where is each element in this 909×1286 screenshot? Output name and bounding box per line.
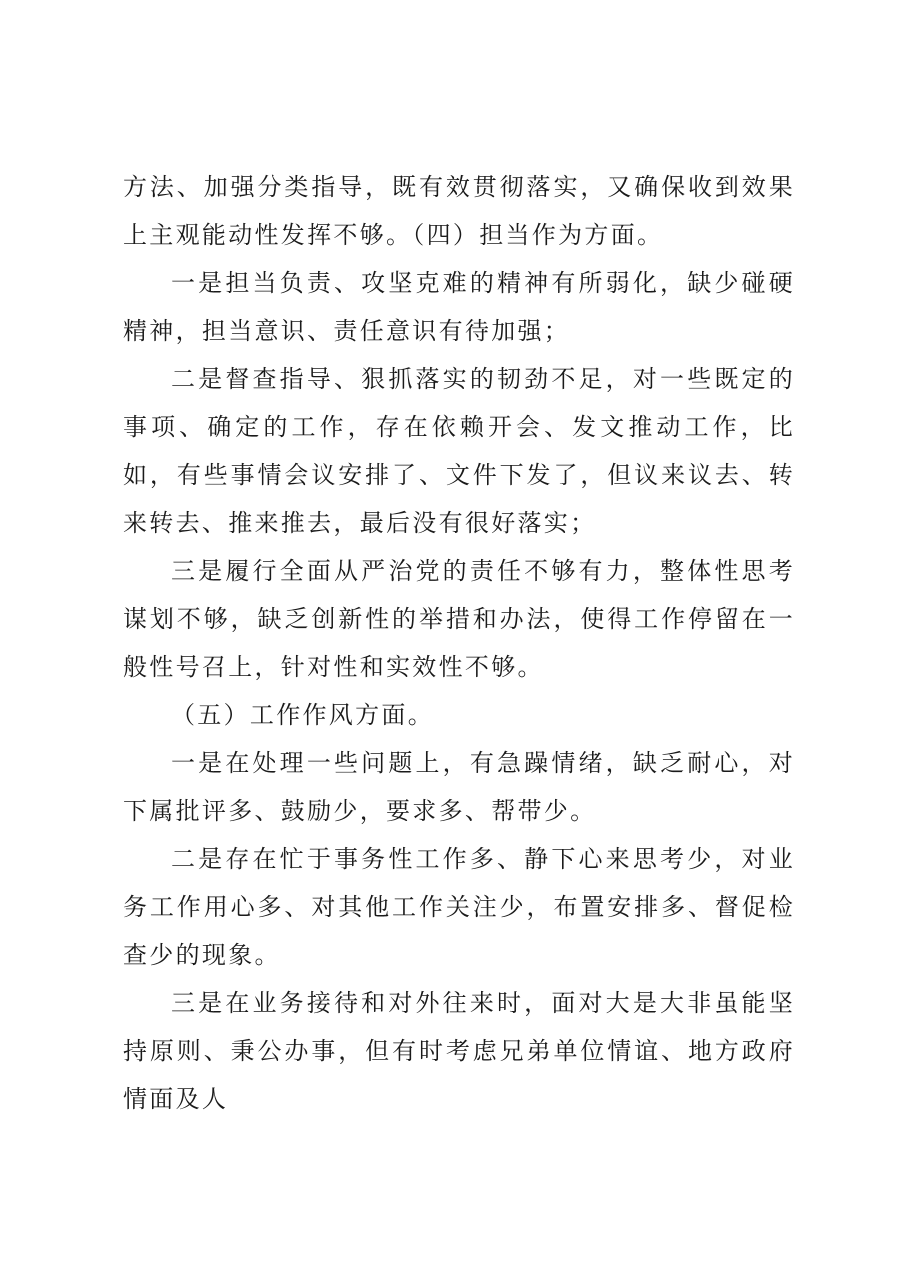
- paragraph-8: 三是在业务接待和对外往来时，面对大是大非虽能坚持原则、秉公办事，但有时考虑兄弟单位情谊、地方政府情面及人: [123, 989, 795, 1113]
- paragraph-6: 一是在处理一些问题上，有急躁情绪，缺乏耐心，对下属批评多、鼓励少，要求多、帮带少。: [123, 749, 795, 825]
- paragraph-7: 二是存在忙于事务性工作多、静下心来思考少，对业务工作用心多、对其他工作关注少，布置安排多、督促检查少的现象。: [123, 845, 795, 969]
- paragraph-3: 二是督查指导、狠抓落实的韧劲不足，对一些既定的事项、确定的工作，存在依赖开会、发文推动工作，比如，有些事情会议安排了、文件下发了，但议来议去、转来转去、推来推去，最后没有很好落实；: [123, 365, 795, 537]
- paragraph-4: 三是履行全面从严治党的责任不够有力，整体性思考谋划不够，缺乏创新性的举措和办法，使得工作停留在一般性号召上，针对性和实效性不够。: [123, 557, 795, 681]
- section-heading-5: （五）工作作风方面。: [171, 701, 434, 729]
- document-body: [123, 163, 795, 1123]
- paragraph-1: 方法、加强分类指导，既有效贯彻落实，又确保收到效果上主观能动性发挥不够。（四）担当作为方面。: [123, 173, 795, 249]
- paragraph-2: 一是担当负责、攻坚克难的精神有所弱化，缺少碰硬精神，担当意识、责任意识有待加强；: [123, 269, 795, 345]
